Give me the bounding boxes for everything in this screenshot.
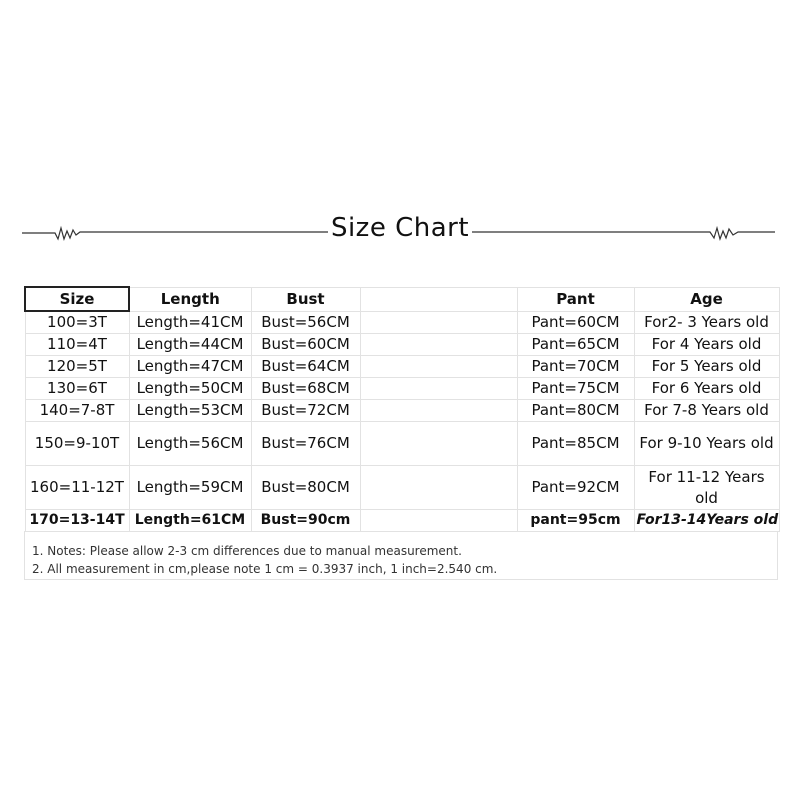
cell-blank [360, 422, 517, 466]
cell-bust: Bust=90cm [251, 510, 360, 532]
title-banner [0, 205, 800, 255]
table-row [25, 400, 779, 422]
cell-length: Length=53CM [129, 400, 251, 422]
table-row [25, 422, 779, 466]
cell-size: 100=3T [25, 311, 129, 334]
header-length: Length [129, 287, 251, 311]
cell-blank [360, 378, 517, 400]
header-bust: Bust [251, 287, 360, 311]
cell-age: For 4 Years old [634, 334, 779, 356]
table-header-row [25, 287, 779, 311]
cell-size: 130=6T [25, 378, 129, 400]
cell-size: 170=13-14T [25, 510, 129, 532]
cell-blank [360, 311, 517, 334]
cell-length: Length=44CM [129, 334, 251, 356]
cell-bust: Bust=72CM [251, 400, 360, 422]
cell-size: 140=7-8T [25, 400, 129, 422]
cell-age: For 7-8 Years old [634, 400, 779, 422]
cell-bust: Bust=76CM [251, 422, 360, 466]
cell-bust: Bust=56CM [251, 311, 360, 334]
cell-age: For 6 Years old [634, 378, 779, 400]
cell-pant: Pant=85CM [517, 422, 634, 466]
right-divider-line [466, 228, 775, 239]
cell-blank [360, 400, 517, 422]
cell-bust: Bust=68CM [251, 378, 360, 400]
table-row [25, 510, 779, 532]
cell-length: Length=61CM [129, 510, 251, 532]
table-row [25, 466, 779, 510]
cell-pant: pant=95cm [517, 510, 634, 532]
table-row [25, 378, 779, 400]
cell-bust: Bust=64CM [251, 356, 360, 378]
header-age: Age [634, 287, 779, 311]
table-row [25, 334, 779, 356]
cell-age: For13-14Years old [634, 510, 779, 532]
cell-blank [360, 356, 517, 378]
cell-length: Length=56CM [129, 422, 251, 466]
cell-length: Length=59CM [129, 466, 251, 510]
page-title: Size Chart [328, 213, 472, 243]
header-size: Size [25, 287, 129, 311]
cell-blank [360, 466, 517, 510]
cell-pant: Pant=80CM [517, 400, 634, 422]
cell-length: Length=47CM [129, 356, 251, 378]
note-line: 1. Notes: Please allow 2-3 cm differences due to manual measurement. [32, 544, 462, 558]
cell-pant: Pant=65CM [517, 334, 634, 356]
table-row [25, 311, 779, 334]
cell-size: 110=4T [25, 334, 129, 356]
cell-bust: Bust=80CM [251, 466, 360, 510]
cell-pant: Pant=75CM [517, 378, 634, 400]
cell-length: Length=50CM [129, 378, 251, 400]
cell-age: For 9-10 Years old [634, 422, 779, 466]
cell-pant: Pant=60CM [517, 311, 634, 334]
size-chart-table [24, 286, 780, 532]
cell-blank [360, 510, 517, 532]
left-divider-line [22, 228, 330, 239]
cell-age: For 5 Years old [634, 356, 779, 378]
cell-size: 150=9-10T [25, 422, 129, 466]
cell-length: Length=41CM [129, 311, 251, 334]
cell-age: For2- 3 Years old [634, 311, 779, 334]
cell-pant: Pant=70CM [517, 356, 634, 378]
cell-blank [360, 334, 517, 356]
cell-bust: Bust=60CM [251, 334, 360, 356]
cell-age: For 11-12 Years old [634, 466, 779, 510]
cell-size: 160=11-12T [25, 466, 129, 510]
note-line: 2. All measurement in cm,please note 1 cm = 0.3937 inch, 1 inch=2.540 cm. [32, 562, 498, 576]
header-blank [360, 287, 517, 311]
notes-box [24, 531, 778, 580]
header-pant: Pant [517, 287, 634, 311]
table-row [25, 356, 779, 378]
cell-pant: Pant=92CM [517, 466, 634, 510]
cell-size: 120=5T [25, 356, 129, 378]
